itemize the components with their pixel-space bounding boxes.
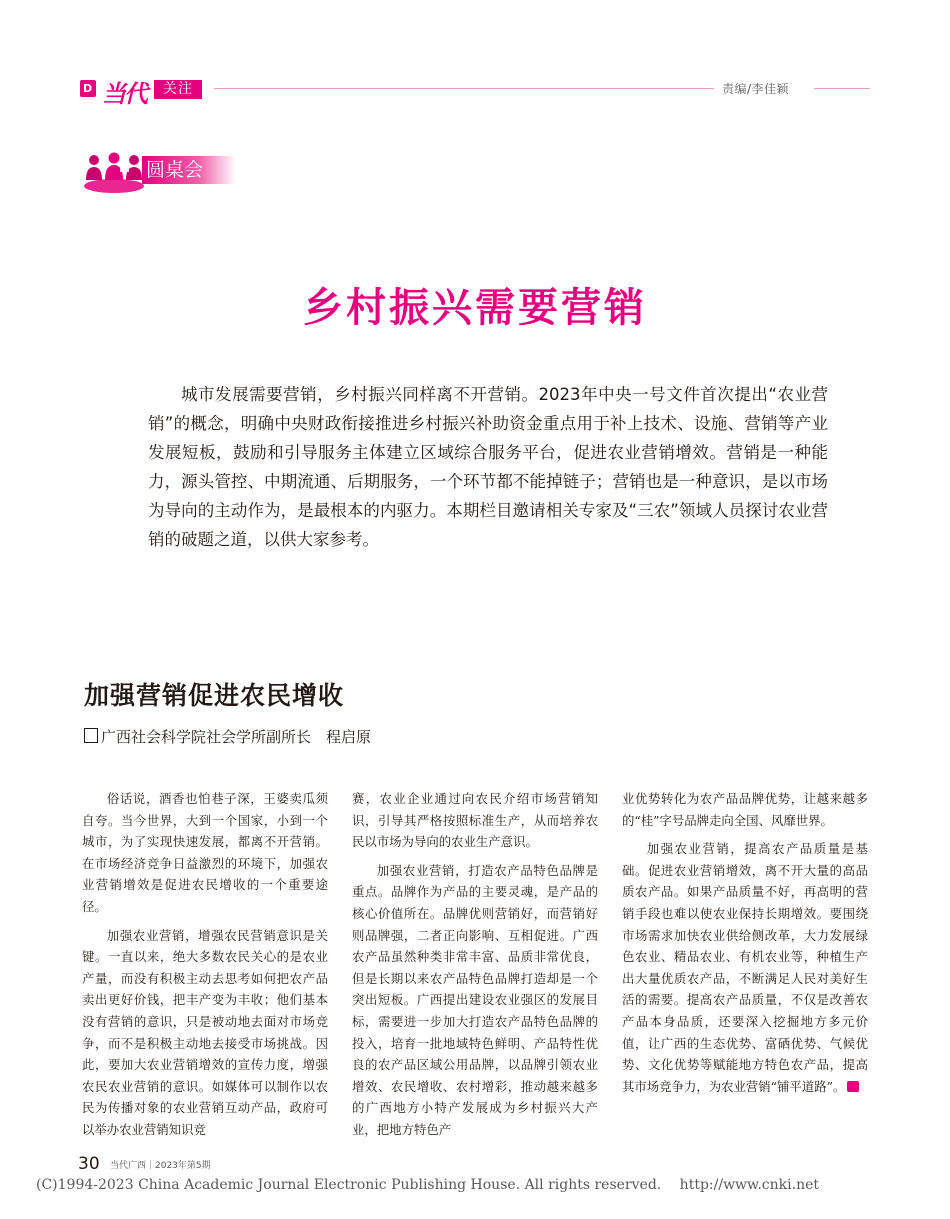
- paragraph-text: 加强农业营销，提高农产品质量是基础。促进农业营销增效，离不开大量的高品质农产品。如果产品质量不好，再高明的营销手段也难以使农业保持长期增效。要围绕市场需求加快农业供给侧改革，大力发展绿色农业、精品农业、有机农业等，种植生产出大量优质农产品，不断满足人民对美好生活的需要。提高农产品质量，不仅是改善农产品本身品质，还要深入挖掘地方多元价值，让广西的生态优势、富硒优势、气候优势、文化优势等赋能地方特色农产品，提高其市场竞争力，为农业营销“铺平道路”。: [622, 841, 868, 1094]
- article-title: 加强营销促进农民增收: [84, 681, 345, 710]
- paragraph: 俗话说，酒香也怕巷子深，王婆卖瓜须自夸。当今世界，大到一个国家，小到一个城市，为了实现快速发展，都离不开营销。在市场经济竞争日益激烈的环境下，加强农业营销增效是促进农民增收的一个重要途径。: [82, 791, 328, 914]
- paragraph: 加强农业营销，打造农产品特色品牌是重点。品牌作为产品的主要灵魂，是产品的核心价值所在。品牌优则营销好，而营销好则品牌强，二者正向影响、互相促进。广西农产品虽然种类非常丰富、品质非常优良，但是长期以来农产品特色品牌打造却是一个突出短板。广西提出建设农业强区的发展目标，需要进一步加大打造农产品特色品牌的投入，培育一批地域特色鲜明、产品特性优良的农产品区域公用品牌，以品牌引领农业增效、农民增收、农村增彩，推动越来越多的广西地方小特产发展成为乡村振兴大产业，把地方特色产: [352, 862, 598, 1137]
- paragraph: 赛，农业企业通过向农民介绍市场营销知识，引导其严格按照标准生产，从而培养农民以市场为导向的农业生产意识。: [352, 791, 598, 850]
- article-column-2: [352, 788, 598, 1141]
- paragraph: [622, 838, 868, 1097]
- magazine-logo-icon: [80, 80, 96, 97]
- article-column-3: [622, 788, 868, 1097]
- intro-paragraph: [148, 380, 828, 554]
- magazine-brand: 当代: [102, 79, 146, 108]
- intro-text: 城市发展需要营销，乡村振兴同样离不开营销。2023年中央一号文件首次提出“农业营销”的概念，明确中央财政衔接推进乡村振兴补助资金重点用于补上技术、设施、营销等产业发展短板，鼓励和引导服务主体建立区域综合服务平台，促进农业营销增效。营销是一种能力，源头管控、中期流通、后期服务，一个环节都不能掉链子；营销也是一种意识，是以市场为导向的主动作为，是最根本的内驱力。本期栏目邀请相关专家及“三农”领域人员探讨农业营销的破题之道，以供大家参考。: [148, 385, 828, 549]
- paragraph: 业优势转化为农产品品牌优势，让越来越多的“桂”字号品牌走向全国、风靡世界。: [622, 791, 868, 828]
- paragraph: 加强农业营销，增强农民营销意识是关键。一直以来，绝大多数农民关心的是农业产量，而没有积极主动去思考如何把农产品卖出更好价钱，把丰产变为丰收；他们基本没有营销的意识，只是被动地去面对市场竞争，而不是积极主动地去接受市场挑战。因此，要加大农业营销增效的宣传力度，增强农民农业营销的意识。如媒体可以制作以农民为传播对象的农业营销互动产品，政府可以举办农业营销知识竞: [82, 927, 328, 1137]
- author-text: 广西社会科学院社会学所副所长 程启原: [101, 728, 372, 746]
- article-column-1: [82, 788, 328, 1141]
- roundtable-badge: 圆桌会: [142, 156, 236, 184]
- logo-mark: D: [83, 82, 93, 95]
- section-label: 关注: [154, 80, 202, 99]
- header-divider-right: [814, 88, 870, 89]
- magazine-issue: 当代广西｜2023年第5期: [110, 1161, 211, 1171]
- page-number: 30: [78, 1154, 100, 1174]
- copyright-line: (C)1994-2023 China Academic Journal Electronic Publishing House. All rights reserved. http://www.cnki.net: [36, 1177, 820, 1193]
- header-divider: [214, 88, 714, 89]
- page-title: 乡村振兴需要营销: [303, 285, 647, 331]
- end-mark-icon: [847, 1081, 859, 1092]
- article-author: [84, 726, 371, 747]
- editor-credit: 责编/李佳颖: [722, 82, 790, 96]
- roundtable-people-icon: [80, 150, 148, 194]
- author-box-icon: [84, 728, 98, 743]
